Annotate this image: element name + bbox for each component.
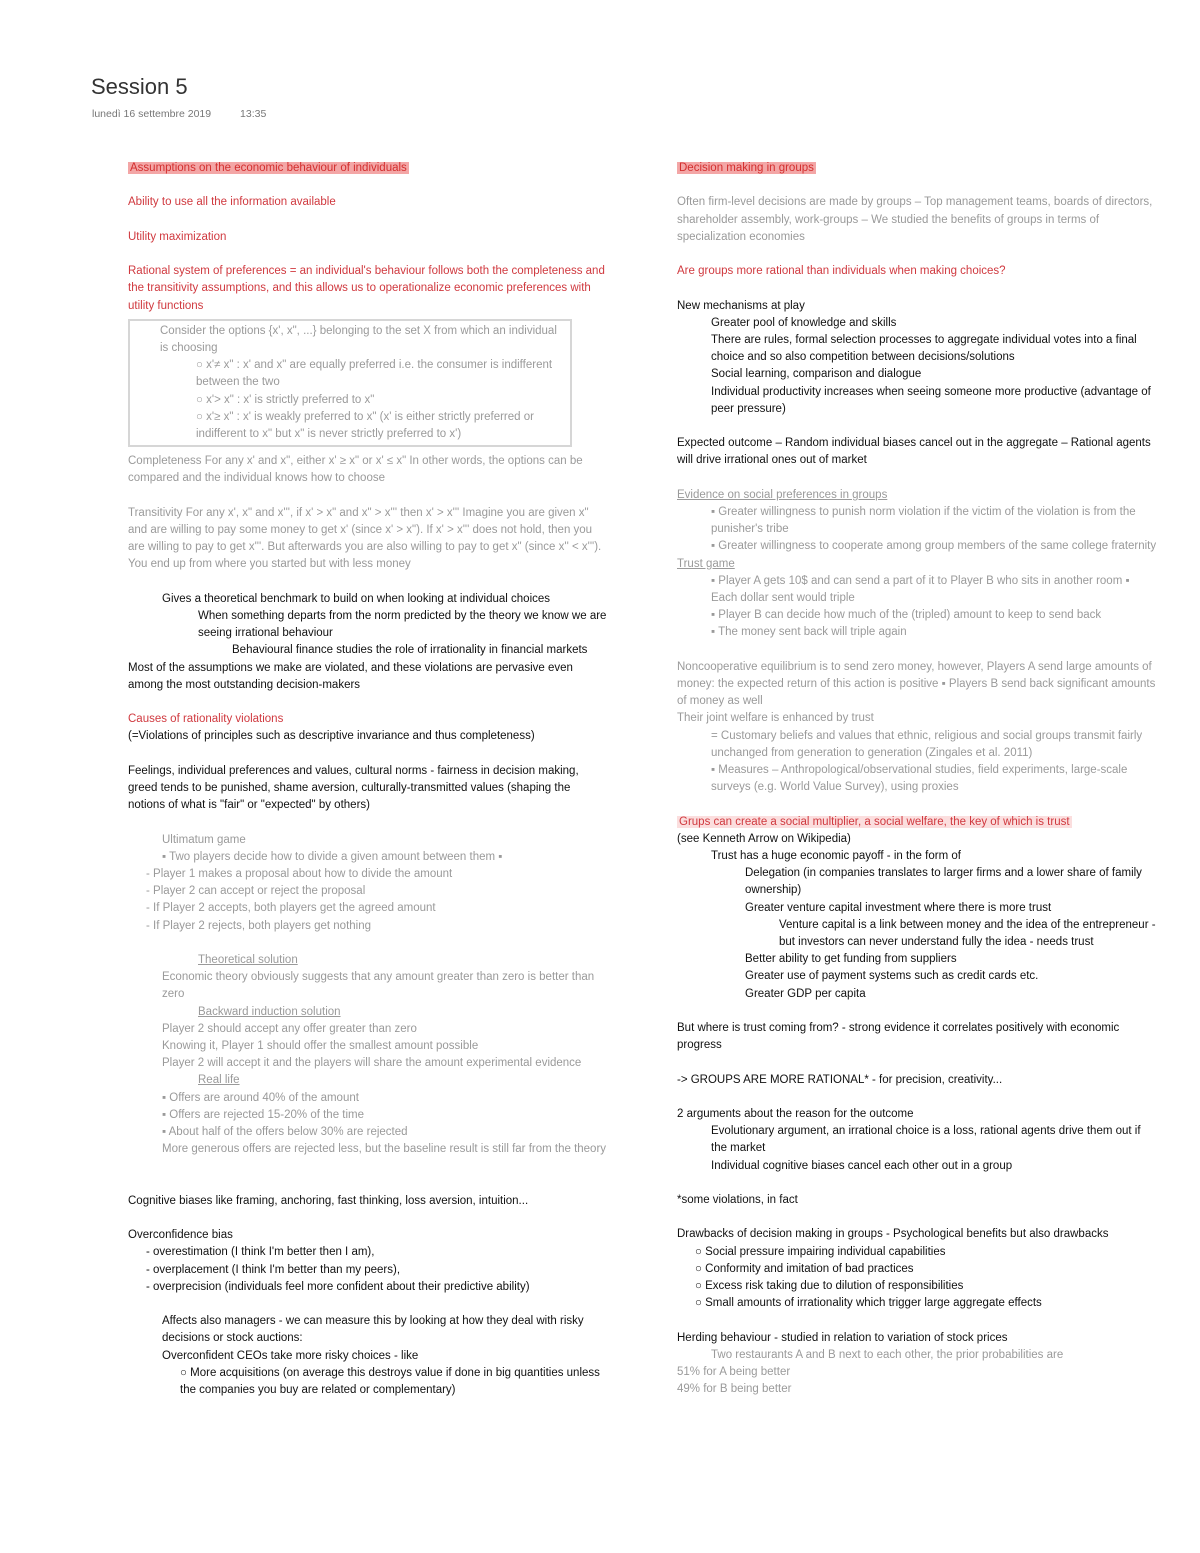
- note-line: Behavioural finance studies the role of irrationality in financial markets: [232, 644, 588, 657]
- note-line: Trust has a huge economic payoff - in the form of: [711, 850, 961, 863]
- note-line: - If Player 2 rejects, both players get nothing: [146, 919, 372, 932]
- note-line: [128, 212, 608, 229]
- note-line: But where is trust coming from? - strong evidence it correlates positively with economic progress: [677, 1022, 1120, 1052]
- note-line: ▪ Greater willingness to cooperate among group members of the same college fraternity: [711, 540, 1157, 553]
- note-line: Economic theory obviously suggests that any amount greater than zero is better than zero: [162, 971, 595, 1001]
- note-line: Ultimatum game: [162, 833, 246, 846]
- note-line: (see Kenneth Arrow on Wikipedia): [677, 832, 851, 845]
- note-line: [677, 1312, 1157, 1329]
- note-line: Their joint welfare is enhanced by trust: [677, 712, 874, 725]
- note-line: Herding behaviour - studied in relation to variation of stock prices: [677, 1331, 1008, 1344]
- note-line: Overconfidence bias: [128, 1229, 233, 1242]
- note-line: More generous offers are rejected less, but the baseline result is still far from the theory: [162, 1143, 607, 1156]
- note-line: ▪ Greater willingness to punish norm violation if the victim of the violation is from the punisher's tribe: [711, 505, 1136, 536]
- note-line: Most of the assumptions we make are violated, and these violations are pervasive even among the most outstanding decision-makers: [128, 661, 573, 691]
- note-line: [677, 280, 1157, 297]
- note-line: [128, 1158, 608, 1175]
- note-line: [677, 177, 1157, 194]
- note-line: [128, 814, 608, 831]
- note-line: Transitivity For any x', x" and x''', if x' > x" and x" > x''' then x' > x''' Imagine you are given x" and are willing to pay some money to get x' (since x' > x"). If x' > x''' does not hold, then you are willing to pay to get x'''. But afterwards you are also willing to pay to get x" (since x'' < x'''). You end up from where you started but with less money: [128, 506, 602, 571]
- note-line: There are rules, formal selection processes to aggregate individual votes into a final choice and so also competition between decisions/solutions: [711, 333, 1137, 364]
- note-line: Causes of rationality violations: [128, 713, 284, 726]
- note-line: ○ x'> x" : x' is strictly preferred to x": [196, 393, 375, 406]
- note-line: ▪ Measures – Anthropological/observational studies, field experiments, large-scale surveys (e.g. World Value Survey), using proxies: [711, 764, 1128, 794]
- note-line: Knowing it, Player 1 should offer the smallest amount possible: [162, 1040, 479, 1053]
- note-line: [128, 1296, 608, 1313]
- time-text: 13:35: [240, 108, 267, 120]
- note-line: [128, 694, 608, 711]
- note-line: Overconfident CEOs take more risky choices - like: [162, 1349, 419, 1362]
- date-text: lunedì 16 settembre 2019: [92, 108, 212, 120]
- left-intro: [128, 160, 608, 315]
- right-column: [677, 160, 1157, 1398]
- left-body: [128, 453, 608, 1399]
- note-line: [677, 418, 1157, 435]
- note-line: Cognitive biases like framing, anchoring, fast thinking, loss aversion, intuition...: [128, 1194, 529, 1207]
- note-line: Greater use of payment systems such as credit cards etc.: [745, 970, 1039, 983]
- note-line: -> GROUPS ARE MORE RATIONAL* - for precision, creativity...: [677, 1073, 1003, 1086]
- note-line: Player 2 should accept any offer greater than zero: [162, 1022, 417, 1035]
- note-line: Affects also managers - we can measure this by looking at how they deal with risky decisions or stock auctions:: [162, 1315, 584, 1345]
- note-line: Ability to use all the information available: [128, 196, 336, 209]
- note-line: - If Player 2 accepts, both players get the agreed amount: [146, 902, 436, 915]
- note-line: Venture capital is a link between money and the idea of the entrepreneur - but investors can never understand fully the idea - needs trust: [779, 918, 1156, 949]
- note-line: Individual cognitive biases cancel each other out in a group: [711, 1159, 1013, 1172]
- right-body: [677, 160, 1157, 1398]
- note-line: [128, 574, 608, 591]
- note-line: [128, 1210, 608, 1227]
- note-line: ▪ About half of the offers below 30% are rejected: [162, 1126, 408, 1139]
- note-line: [128, 246, 608, 263]
- note-line: ▪ Offers are rejected 15-20% of the time: [162, 1108, 365, 1121]
- note-line: - overestimation (I think I'm better then I am),: [146, 1246, 375, 1259]
- note-line: - Player 2 can accept or reject the proposal: [146, 885, 366, 898]
- note-line: (=Violations of principles such as descriptive invariance and thus completeness): [128, 730, 535, 743]
- note-line: Individual productivity increases when seeing someone more productive (advantage of peer pressure): [711, 385, 1151, 415]
- note-line: Gives a theoretical benchmark to build on when looking at individual choices: [162, 592, 551, 605]
- note-line: [128, 935, 608, 952]
- note-line: Drawbacks of decision making in groups - Psychological benefits but also drawbacks: [677, 1228, 1109, 1241]
- note-line: Trust game: [677, 557, 735, 570]
- note-line: - overprecision (individuals feel more confident about their predictive ability): [146, 1280, 530, 1293]
- left-column: [128, 160, 608, 1399]
- note-line: [677, 796, 1157, 813]
- highlight-heading: Assumptions on the economic behaviour of individuals: [130, 162, 407, 174]
- note-line: [677, 1209, 1157, 1226]
- note-line: [677, 470, 1157, 487]
- note-line: Completeness For any x' and x", either x' ≥ x" or x' ≤ x" In other words, the options can be compared and the individual knows how to choose: [128, 455, 583, 485]
- note-line: [128, 1176, 608, 1193]
- note-line: 51% for A being better: [677, 1366, 791, 1379]
- note-line: Rational system of preferences = an individual's behaviour follows both the completeness and the transitivity assumptions, and this allows us to operationalize economic preferences with utility functions: [128, 265, 605, 312]
- note-line: New mechanisms at play: [677, 299, 805, 312]
- note-line: Noncooperative equilibrium is to send zero money, however, Players A send large amounts of money: the expected return of this action is positive ▪ Players B send back significant amounts of money as well: [677, 660, 1156, 708]
- note-line: ○ Conformity and imitation of bad practices: [695, 1262, 914, 1275]
- note-line: Greater GDP per capita: [745, 987, 866, 1000]
- note-line: [677, 1054, 1157, 1071]
- note-line: Greater venture capital investment where there is more trust: [745, 901, 1052, 914]
- note-line: ○ x'≠ x" : x' and x" are equally preferred i.e. the consumer is indifferent between the two: [196, 359, 553, 389]
- note-line: Two restaurants A and B next to each other, the prior probabilities are: [711, 1348, 1064, 1361]
- note-line: Player 2 will accept it and the players will share the amount experimental evidence: [162, 1057, 582, 1070]
- note-line: *some violations, in fact: [677, 1194, 798, 1207]
- note-line: Utility maximization: [128, 230, 227, 243]
- note-line: ▪ Player A gets 10$ and can send a part of it to Player B who sits in another room ▪ Each dollar sent would triple: [711, 574, 1130, 604]
- note-line: [677, 1089, 1157, 1106]
- note-line: [128, 488, 608, 505]
- note-line: [677, 246, 1157, 263]
- note-line: 49% for B being better: [677, 1383, 792, 1396]
- note-line: [128, 160, 608, 177]
- highlight-heading: Decision making in groups: [679, 162, 814, 174]
- note-line: Evolutionary argument, an irrational choice is a loss, rational agents drive them out if the market: [711, 1125, 1141, 1155]
- note-line: [128, 746, 608, 763]
- note-line: Backward induction solution: [198, 1005, 341, 1018]
- highlight-heading: Grups can create a social multiplier, a social welfare, the key of which is trust: [679, 815, 1070, 828]
- note-line: Are groups more rational than individuals when making choices?: [677, 265, 1006, 278]
- note-line: ○ x'≥ x" : x' is weakly preferred to x" (x' is either strictly preferred or indifferent to x" but x" is never strictly preferred to x'): [196, 410, 534, 440]
- note-line: Real life: [198, 1074, 240, 1087]
- page-date: [92, 108, 292, 120]
- note-line: [677, 1003, 1157, 1020]
- note-line: ▪ Two players decide how to divide a given amount between them ▪: [162, 850, 503, 863]
- note-line: [677, 1175, 1157, 1192]
- note-line: Feelings, individual preferences and values, cultural norms - fairness in decision making, greed tends to be punished, shame aversion, culturally-transmitted values (shaping the notions of what is "fair" or "expected" by others): [128, 764, 579, 812]
- note-line: Delegation (in companies translates to larger firms and a lower share of family ownership): [745, 867, 1142, 897]
- page-title: Session 5: [91, 74, 188, 99]
- note-line: Often firm-level decisions are made by groups – Top management teams, boards of directors, shareholder assembly, work-groups – We studied the benefits of groups in terms of specialization economies: [677, 196, 1153, 243]
- note-line: - overplacement (I think I'm better than my peers),: [146, 1263, 401, 1276]
- note-line: [677, 160, 1157, 177]
- note-line: [677, 642, 1157, 659]
- note-line: Evidence on social preferences in groups: [677, 488, 888, 501]
- note-line: ▪ Offers are around 40% of the amount: [162, 1091, 359, 1104]
- note-line: ▪ The money sent back will triple again: [711, 626, 907, 639]
- note-line: Social learning, comparison and dialogue: [711, 368, 922, 381]
- note-line: Greater pool of knowledge and skills: [711, 316, 897, 329]
- preferences-box: [128, 319, 572, 447]
- note-line: When something departs from the norm predicted by the theory we know we are seeing irrational behaviour: [198, 610, 607, 640]
- note-line: ○ Small amounts of irrationality which trigger large aggregate effects: [695, 1297, 1042, 1310]
- note-line: Consider the options {x', x", ...} belonging to the set X from which an individual is choosing: [160, 324, 557, 354]
- note-line: Expected outcome – Random individual biases cancel out in the aggregate – Rational agents will drive irrational ones out of market: [677, 437, 1151, 467]
- note-line: ○ Excess risk taking due to dilution of responsibilities: [695, 1280, 964, 1293]
- note-line: [677, 814, 1157, 831]
- note-line: 2 arguments about the reason for the outcome: [677, 1108, 914, 1121]
- note-line: Theoretical solution: [198, 954, 298, 966]
- note-line: Better ability to get funding from suppliers: [745, 953, 957, 966]
- note-line: - Player 1 makes a proposal about how to divide the amount: [146, 868, 453, 880]
- note-line: = Customary beliefs and values that ethnic, religious and social groups transmit fairly unchanged from generation to generation (Zingales et al. 2011): [711, 729, 1143, 759]
- note-line: ▪ Player B can decide how much of the (tripled) amount to keep to send back: [711, 609, 1102, 622]
- note-line: [128, 177, 608, 194]
- note-line: ○ More acquisitions (on average this destroys value if done in big quantities unless the companies you buy are related or complementary): [180, 1366, 600, 1397]
- note-line: ○ Social pressure impairing individual capabilities: [695, 1245, 946, 1258]
